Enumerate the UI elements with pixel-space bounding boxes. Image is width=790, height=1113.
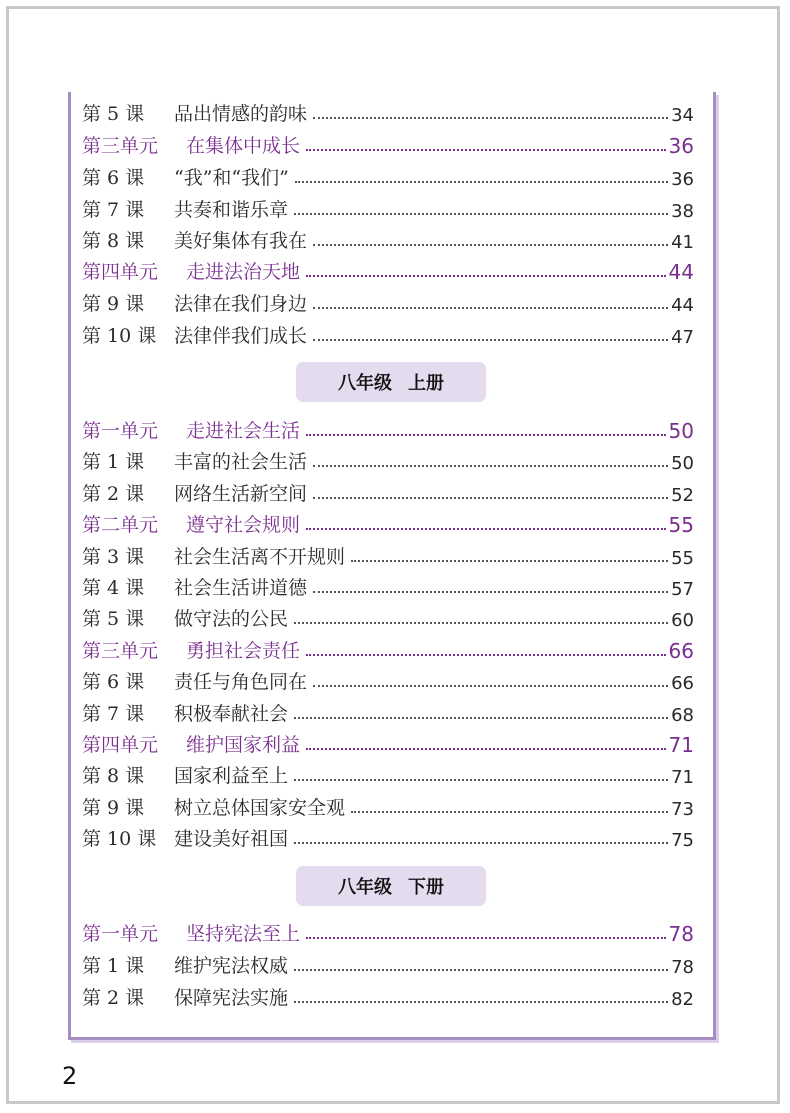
lesson-title: 美好集体有我在 — [174, 230, 308, 252]
page-ref: 78 — [671, 957, 694, 978]
page-ref: 55 — [668, 513, 694, 537]
grade-label: 八年级 — [338, 373, 392, 394]
toc-entry-lesson[interactable] — [82, 823, 694, 851]
unit-number: 第一单元 — [82, 420, 159, 442]
unit-number: 第四单元 — [82, 734, 159, 756]
page-ref: 52 — [671, 485, 694, 506]
lesson-number: 第 3 课 — [82, 546, 145, 568]
toc-entry-lesson[interactable] — [82, 98, 694, 126]
toc-entry-lesson[interactable] — [82, 698, 694, 726]
dot-leader — [294, 717, 668, 719]
dot-leader — [351, 560, 668, 562]
toc-entry-unit[interactable] — [82, 509, 694, 537]
lesson-number: 第 2 课 — [82, 987, 145, 1009]
unit-title: 维护国家利益 — [186, 734, 301, 756]
page-ref: 66 — [668, 639, 694, 663]
lesson-number: 第 7 课 — [82, 199, 145, 221]
page-ref: 55 — [671, 548, 694, 569]
unit-number: 第三单元 — [82, 640, 159, 662]
lesson-number: 第 6 课 — [82, 671, 145, 693]
lesson-number: 第 9 课 — [82, 797, 145, 819]
page-ref: 71 — [671, 767, 694, 788]
lesson-number: 第 5 课 — [82, 103, 145, 125]
dot-leader — [313, 117, 668, 119]
toc-entry-lesson[interactable] — [82, 572, 694, 600]
unit-number: 第三单元 — [82, 135, 159, 157]
page-ref: 44 — [671, 295, 694, 316]
toc-entry-unit[interactable] — [82, 918, 694, 946]
lesson-title: 做守法的公民 — [174, 608, 289, 630]
lesson-title: 维护宪法权威 — [174, 955, 289, 977]
grade-banner-vol1 — [296, 362, 486, 402]
volume-label: 下册 — [408, 877, 444, 898]
lesson-title: 共奏和谐乐章 — [174, 199, 289, 221]
toc-entry-lesson[interactable] — [82, 288, 694, 316]
page-ref: 36 — [671, 169, 694, 190]
dot-leader — [313, 465, 668, 467]
unit-title: 在集体中成长 — [186, 135, 301, 157]
toc-entry-unit[interactable] — [82, 635, 694, 663]
dot-leader — [294, 842, 668, 844]
lesson-title: “我”和“我们” — [174, 167, 289, 189]
unit-title: 走进法治天地 — [186, 261, 301, 283]
lesson-title: 法律在我们身边 — [174, 293, 308, 315]
page-ref: 44 — [668, 260, 694, 284]
dot-leader — [294, 1001, 668, 1003]
page-ref: 82 — [671, 989, 694, 1010]
lesson-title: 社会生活离不开规则 — [174, 546, 346, 568]
page-ref: 78 — [668, 922, 694, 946]
page-ref: 73 — [671, 799, 694, 820]
dot-leader — [313, 339, 668, 341]
unit-title: 遵守社会规则 — [186, 514, 301, 536]
dot-leader — [351, 811, 668, 813]
page-ref: 60 — [671, 610, 694, 631]
lesson-title: 网络生活新空间 — [174, 483, 308, 505]
lesson-title: 保障宪法实施 — [174, 987, 289, 1009]
lesson-number: 第 7 课 — [82, 703, 145, 725]
dot-leader — [294, 622, 668, 624]
toc-entry-lesson[interactable] — [82, 446, 694, 474]
dot-leader — [306, 275, 666, 277]
dot-leader — [306, 748, 666, 750]
lesson-number: 第 6 课 — [82, 167, 145, 189]
dot-leader — [306, 149, 666, 151]
toc-entry-lesson[interactable] — [82, 162, 694, 190]
page-ref: 47 — [671, 327, 694, 348]
page-ref: 36 — [668, 134, 694, 158]
lesson-title: 积极奉献社会 — [174, 703, 289, 725]
dot-leader — [294, 213, 668, 215]
page-ref: 50 — [668, 419, 694, 443]
toc-entry-lesson[interactable] — [82, 792, 694, 820]
page-ref: 41 — [671, 232, 694, 253]
lesson-number: 第 8 课 — [82, 765, 145, 787]
toc-entry-unit[interactable] — [82, 130, 694, 158]
toc-entry-lesson[interactable] — [82, 760, 694, 788]
toc-entry-unit[interactable] — [82, 729, 694, 757]
page-ref: 75 — [671, 830, 694, 851]
dot-leader — [313, 685, 668, 687]
grade-label: 八年级 — [338, 877, 392, 898]
page-number: 2 — [62, 1062, 78, 1090]
lesson-number: 第 10 课 — [82, 828, 157, 850]
page-ref: 66 — [671, 673, 694, 694]
lesson-number: 第 1 课 — [82, 955, 145, 977]
grade-banner-vol2 — [296, 866, 486, 906]
dot-leader — [294, 779, 668, 781]
lesson-title: 建设美好祖国 — [174, 828, 289, 850]
toc-entry-lesson[interactable] — [82, 603, 694, 631]
toc-entry-lesson[interactable] — [82, 225, 694, 253]
lesson-title: 责任与角色同在 — [174, 671, 308, 693]
toc-entry-lesson[interactable] — [82, 194, 694, 222]
lesson-number: 第 8 课 — [82, 230, 145, 252]
lesson-title: 国家利益至上 — [174, 765, 289, 787]
lesson-title: 社会生活讲道德 — [174, 577, 308, 599]
page-ref: 34 — [671, 105, 694, 126]
dot-leader — [313, 591, 668, 593]
unit-title: 走进社会生活 — [186, 420, 301, 442]
dot-leader — [313, 497, 668, 499]
dot-leader — [306, 528, 666, 530]
toc-entry-lesson[interactable] — [82, 666, 694, 694]
dot-leader — [313, 244, 668, 246]
dot-leader — [313, 307, 668, 309]
toc-entry-lesson[interactable] — [82, 982, 694, 1010]
toc-entry-lesson[interactable] — [82, 478, 694, 506]
unit-number: 第四单元 — [82, 261, 159, 283]
dot-leader — [294, 969, 668, 971]
toc-entry-lesson[interactable] — [82, 320, 694, 348]
lesson-number: 第 4 课 — [82, 577, 145, 599]
lesson-number: 第 1 课 — [82, 451, 145, 473]
volume-label: 上册 — [408, 373, 444, 394]
page-ref: 71 — [668, 733, 694, 757]
lesson-number: 第 2 课 — [82, 483, 145, 505]
page-ref: 50 — [671, 453, 694, 474]
dot-leader — [306, 654, 666, 656]
lesson-title: 法律伴我们成长 — [174, 325, 308, 347]
toc-entry-lesson[interactable] — [82, 950, 694, 978]
unit-number: 第二单元 — [82, 514, 159, 536]
dot-leader — [295, 181, 668, 183]
lesson-title: 品出情感的韵味 — [174, 103, 308, 125]
lesson-number: 第 5 课 — [82, 608, 145, 630]
page-ref: 57 — [671, 579, 694, 600]
unit-title: 勇担社会责任 — [186, 640, 301, 662]
lesson-number: 第 10 课 — [82, 325, 157, 347]
toc-entry-lesson[interactable] — [82, 541, 694, 569]
dot-leader — [306, 434, 666, 436]
toc-entry-unit[interactable] — [82, 256, 694, 284]
dot-leader — [306, 937, 666, 939]
lesson-title: 丰富的社会生活 — [174, 451, 308, 473]
toc-entry-unit[interactable] — [82, 415, 694, 443]
page-ref: 68 — [671, 705, 694, 726]
lesson-title: 树立总体国家安全观 — [174, 797, 346, 819]
unit-number: 第一单元 — [82, 923, 159, 945]
unit-title: 坚持宪法至上 — [186, 923, 301, 945]
page-ref: 38 — [671, 201, 694, 222]
lesson-number: 第 9 课 — [82, 293, 145, 315]
